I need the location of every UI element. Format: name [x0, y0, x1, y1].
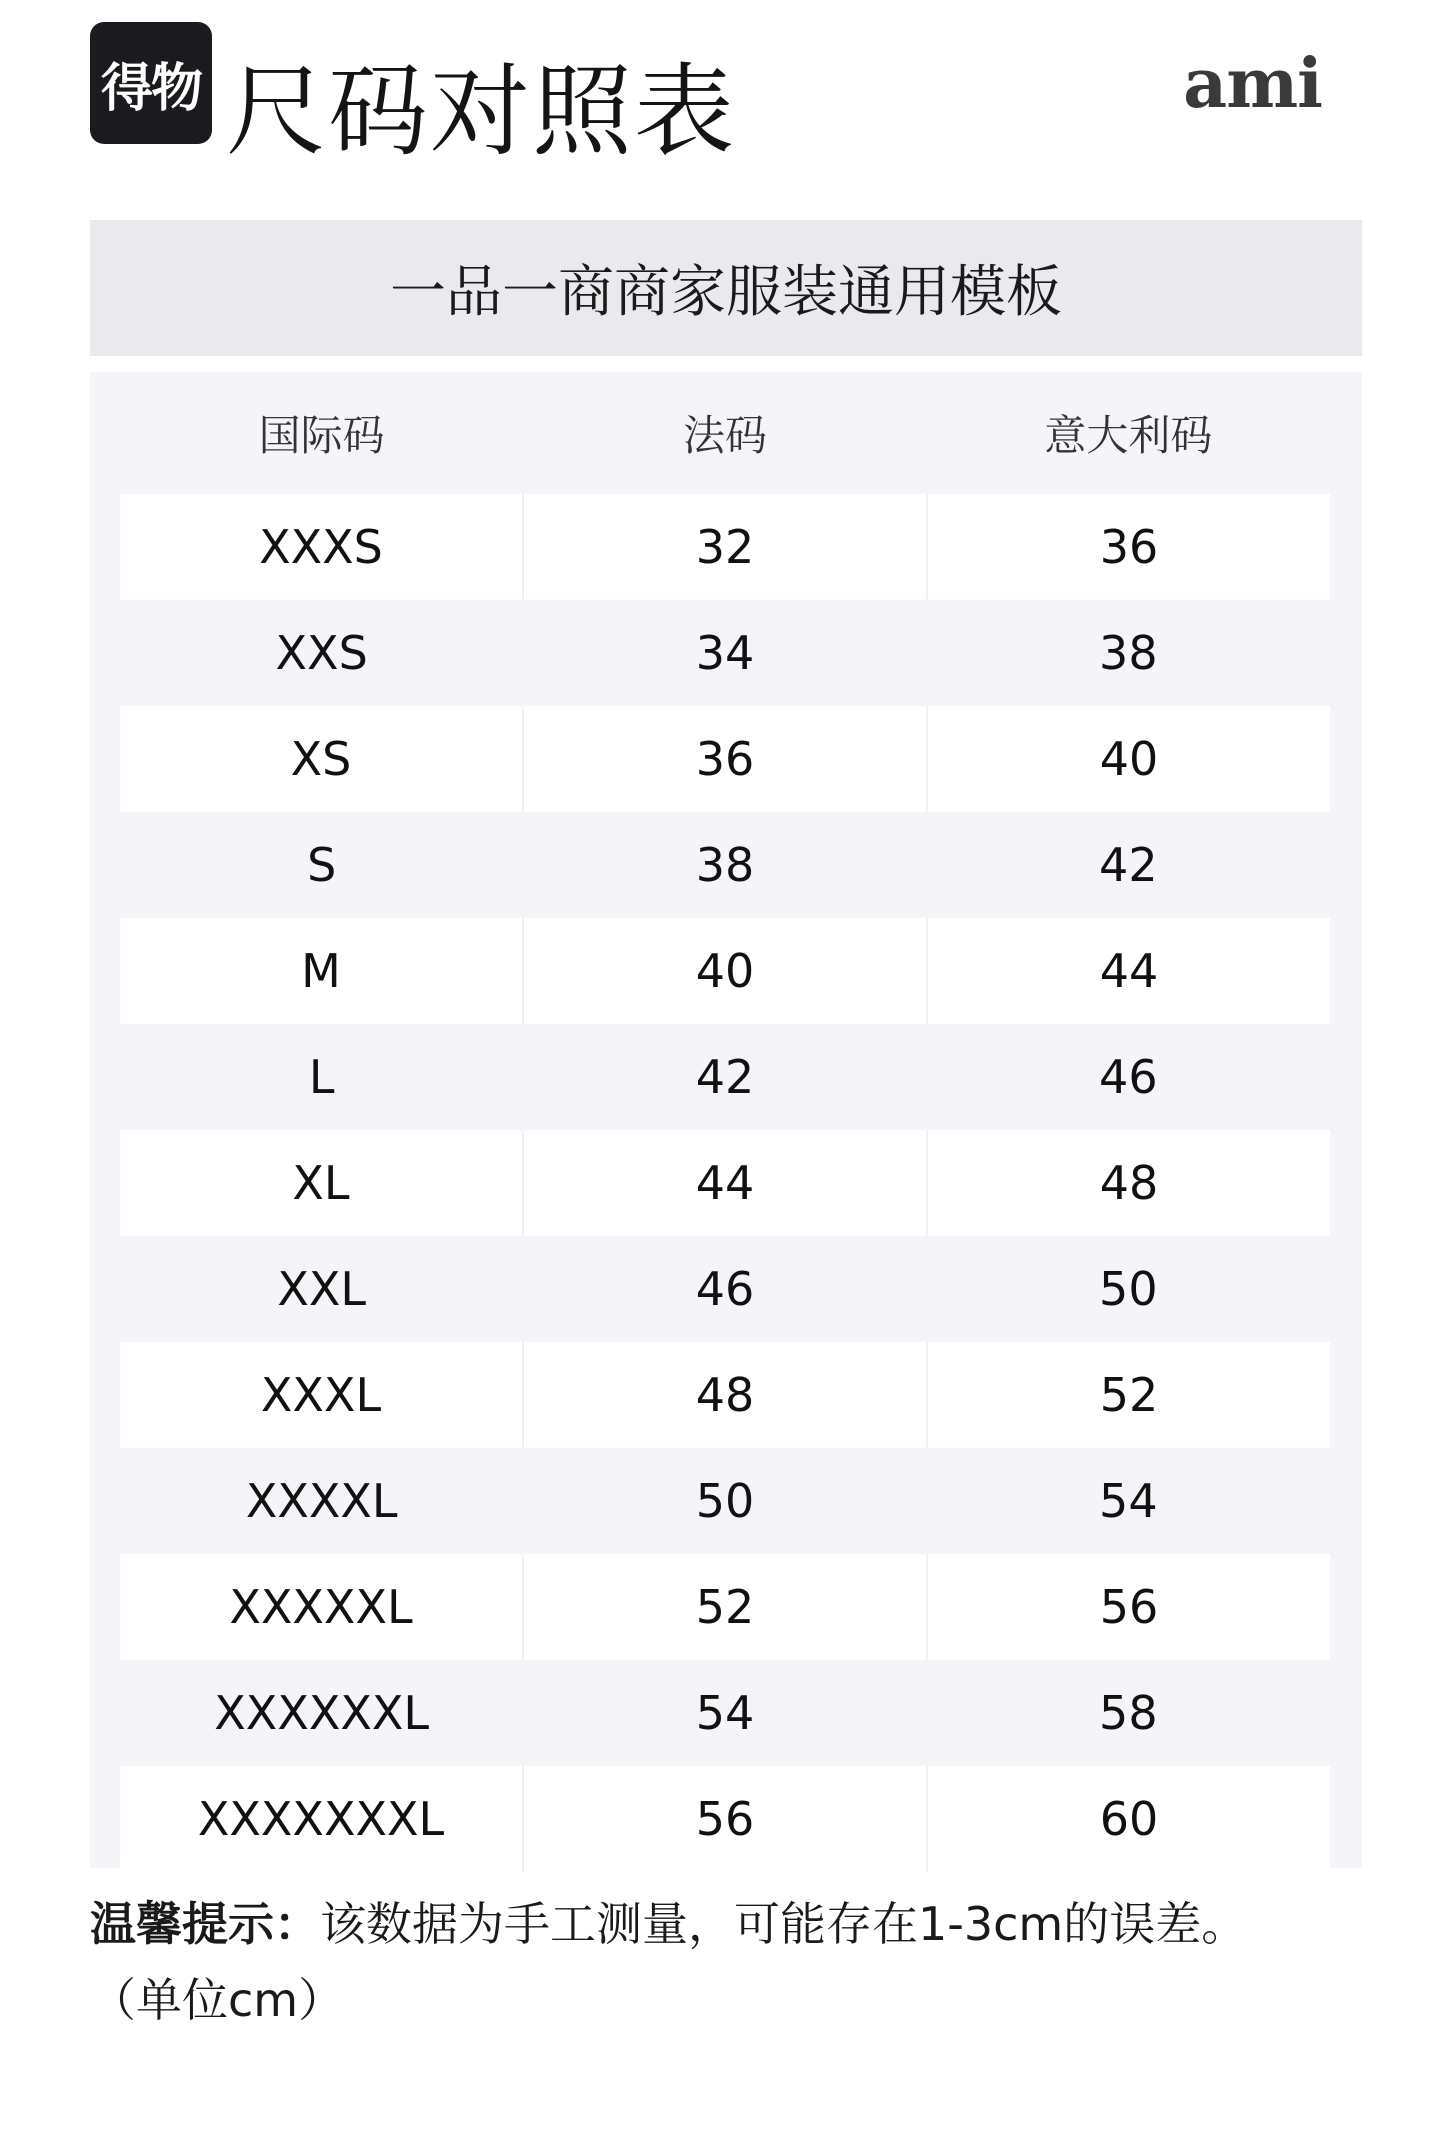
cell-italian: 52 [926, 1342, 1330, 1448]
table-row [120, 1024, 1330, 1130]
table-row [120, 1236, 1330, 1342]
page-title: 尺码对照表 [226, 53, 736, 170]
cell-italian: 38 [1099, 626, 1158, 680]
cell-international: S [307, 838, 337, 892]
table-body [120, 494, 1330, 1872]
cell-italian: 40 [926, 706, 1330, 812]
cell-international: XXXL [120, 1342, 522, 1448]
cell-italian: 46 [1099, 1050, 1158, 1104]
table-row [120, 600, 1330, 706]
cell-italian: 44 [926, 918, 1330, 1024]
cell-italian: 54 [1099, 1474, 1158, 1528]
size-table [90, 372, 1362, 1868]
table-row [120, 812, 1330, 918]
cell-italian: 48 [926, 1130, 1330, 1236]
cell-italian: 60 [926, 1766, 1330, 1872]
logo-text: 得物 [100, 58, 201, 119]
cell-international: L [308, 1050, 335, 1104]
cell-international: XXXS [120, 494, 522, 600]
cell-international: XS [120, 706, 522, 812]
table-row [120, 494, 1330, 600]
cell-international: XXXXXXXL [120, 1766, 522, 1872]
table-row [120, 1342, 1330, 1448]
table-row [120, 706, 1330, 812]
cell-french: 54 [695, 1686, 755, 1740]
cell-french: 32 [522, 494, 926, 600]
column-header-italian: 意大利码 [1044, 411, 1213, 460]
cell-international: XXXXXXL [214, 1686, 430, 1740]
cell-italian: 58 [1099, 1686, 1158, 1740]
cell-french: 38 [695, 838, 755, 892]
cell-french: 52 [522, 1554, 926, 1660]
note-text: 该数据为手工测量，可能存在1-3cm的误差。 [320, 1897, 1248, 1951]
cell-italian: 42 [1099, 838, 1158, 892]
brand-logo: ami [1183, 44, 1322, 124]
cell-french: 42 [695, 1050, 755, 1104]
template-banner: 一品一商商家服装通用模板 [90, 220, 1362, 356]
cell-international: XXXXL [245, 1474, 398, 1528]
table-header [120, 372, 1330, 494]
note-unit: （单位cm） [90, 1973, 345, 2027]
cell-italian: 56 [926, 1554, 1330, 1660]
table-row [120, 1448, 1330, 1554]
measurement-note [90, 1886, 1380, 2038]
cell-french: 36 [522, 706, 926, 812]
cell-french: 48 [522, 1342, 926, 1448]
note-label: 温馨提示： [90, 1897, 320, 1951]
table-row [120, 1766, 1330, 1872]
cell-french: 34 [695, 626, 755, 680]
cell-italian: 36 [926, 494, 1330, 600]
cell-french: 44 [522, 1130, 926, 1236]
cell-french: 56 [522, 1766, 926, 1872]
cell-french: 50 [695, 1474, 755, 1528]
logo [90, 22, 212, 144]
cell-international: M [120, 918, 522, 1024]
table-row [120, 918, 1330, 1024]
cell-italian: 50 [1099, 1262, 1158, 1316]
cell-french: 46 [695, 1262, 755, 1316]
cell-international: XL [120, 1130, 522, 1236]
table-row [120, 1660, 1330, 1766]
cell-french: 40 [522, 918, 926, 1024]
cell-international: XXL [277, 1262, 366, 1316]
cell-international: XXXXXL [120, 1554, 522, 1660]
column-header-international: 国际码 [258, 411, 385, 460]
table-row [120, 1130, 1330, 1236]
column-header-french: 法码 [682, 411, 767, 460]
cell-international: XXS [275, 626, 368, 680]
table-row [120, 1554, 1330, 1660]
